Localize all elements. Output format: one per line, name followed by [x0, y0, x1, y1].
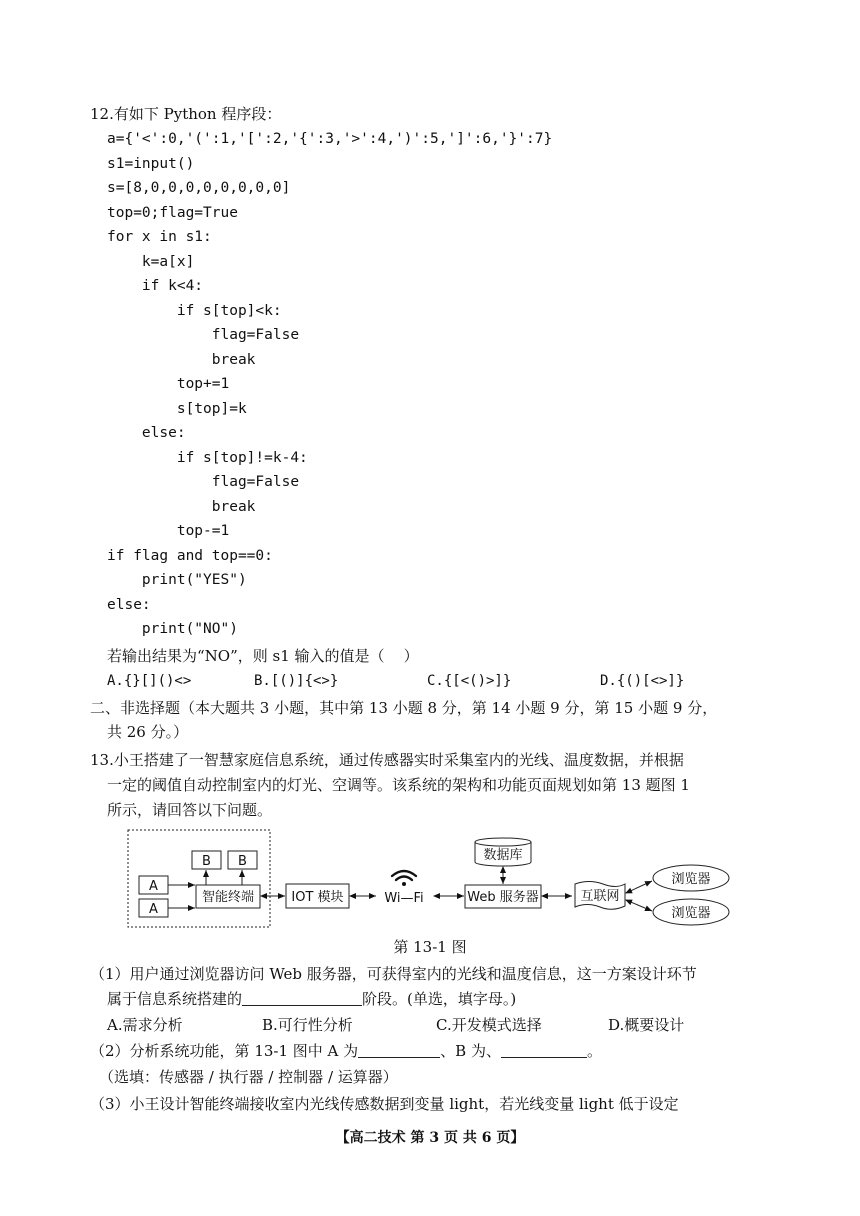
svg-text:A: A — [149, 879, 158, 894]
answer-blank-3[interactable] — [501, 1041, 587, 1058]
code-line: top=0;flag=True — [107, 204, 238, 221]
code-line: if s[top]!=k-4: — [107, 449, 308, 466]
code-line: s[top]=k — [107, 400, 247, 417]
q13-intro-line2: 一定的阈值自动控制室内的灯光、空调等。该系统的架构和功能页面规划如第 13 题图 1 — [107, 776, 690, 794]
box-a-1 — [139, 876, 168, 894]
section2-line1: 二、非选择题（本大题共 3 小题，其中第 13 小题 8 分，第 14 小题 9 分，第 15 小题 9 分， — [90, 699, 718, 717]
svg-text:互联网: 互联网 — [580, 889, 620, 904]
browser-ellipse-1 — [653, 865, 729, 891]
system-architecture-diagram — [120, 828, 740, 930]
code-line: flag=False — [107, 474, 300, 490]
box-b-2 — [228, 851, 257, 869]
sub3-line: （3）小王设计智能终端接收室内光线传感数据到变量 light，若光线变量 light 低于设定 — [90, 1095, 679, 1113]
option-b: B.[()]{<>} — [254, 673, 339, 689]
code-line: s1=input() — [107, 155, 195, 172]
code-line: top+=1 — [107, 376, 230, 392]
figure-caption: 第 13-1 图 — [393, 938, 467, 956]
code-line: print("NO") — [107, 621, 238, 637]
database-cylinder — [475, 838, 531, 866]
q12-question: 若输出结果为“NO”，则 s1 输入的值是（ ） — [107, 647, 419, 665]
sub1-option-a: A.需求分析 — [107, 1016, 183, 1034]
code-line: print("YES") — [107, 572, 247, 588]
svg-text:Web 服务器: Web 服务器 — [467, 890, 539, 905]
svg-text:B: B — [238, 854, 247, 869]
code-line: flag=False — [107, 327, 300, 343]
code-line: a={'<':0,'(':1,'[':2,'{':3,'>':4,')':5,']':6,'}':7} — [107, 131, 553, 147]
answer-blank-2[interactable] — [358, 1041, 440, 1058]
code-line: if k<4: — [107, 278, 204, 294]
browser-ellipse-2 — [653, 899, 729, 925]
code-line: k=a[x] — [107, 253, 195, 270]
code-line: else: — [107, 596, 151, 613]
page-footer: 【高二技术 第 3 页 共 6 页】 — [335, 1130, 525, 1146]
svg-text:浏览器: 浏览器 — [671, 872, 711, 887]
svg-text:数据库: 数据库 — [483, 848, 523, 863]
svg-text:B: B — [202, 854, 211, 869]
code-line: if flag and top==0: — [107, 547, 273, 564]
svg-text:IOT 模块: IOT 模块 — [291, 890, 344, 905]
sub2-hint: （选填：传感器 / 执行器 / 控制器 / 运算器） — [99, 1068, 398, 1086]
box-a-2 — [139, 899, 168, 917]
sub2-line: （2）分析系统功能，第 13-1 图中 A 为 、B 为、 。 — [90, 1042, 602, 1060]
iot-module-box — [286, 884, 349, 908]
wifi-label: Wi—Fi — [384, 891, 424, 906]
svg-text:智能终端: 智能终端 — [201, 890, 255, 905]
sub1-option-b: B.可行性分析 — [262, 1016, 353, 1034]
answer-blank-1[interactable] — [242, 989, 362, 1006]
section2-line2: 共 26 分。） — [107, 723, 189, 741]
code-line: top-=1 — [107, 523, 230, 539]
q13-intro-line3: 所示，请回答以下问题。 — [107, 801, 273, 819]
smart-terminal-box — [196, 885, 260, 908]
code-line: break — [107, 351, 256, 368]
web-server-box — [465, 885, 541, 908]
option-c: C.{[<()>]} — [427, 673, 512, 689]
code-line: if s[top]<k: — [107, 302, 282, 319]
sub1-option-c: C.开发模式选择 — [436, 1016, 542, 1034]
code-line: else: — [107, 425, 186, 441]
wifi-icon — [392, 871, 416, 886]
sub1-line1: （1）用户通过浏览器访问 Web 服务器，可获得室内的光线和温度信息，这一方案设计环节 — [90, 965, 697, 983]
sub1-line2: 属于信息系统搭建的 阶段。(单选，填字母。) — [107, 990, 517, 1008]
box-b-1 — [192, 851, 221, 869]
option-a: A.{}[]()<> — [107, 673, 192, 689]
code-line: for x in s1: — [107, 229, 212, 245]
internet-shape — [575, 882, 625, 910]
option-d: D.{()[<>]} — [600, 673, 685, 689]
svg-text:A: A — [149, 902, 158, 917]
code-line: s=[8,0,0,0,0,0,0,0,0] — [107, 180, 291, 196]
q13-intro-line1: 13.小王搭建了一智慧家庭信息系统，通过传感器实时采集室内的光线、温度数据，并根据 — [90, 751, 684, 769]
svg-text:浏览器: 浏览器 — [671, 906, 711, 921]
code-line: break — [107, 498, 256, 515]
sub1-option-d: D.概要设计 — [608, 1016, 685, 1034]
q12-title: 12.有如下 Python 程序段： — [90, 105, 282, 123]
